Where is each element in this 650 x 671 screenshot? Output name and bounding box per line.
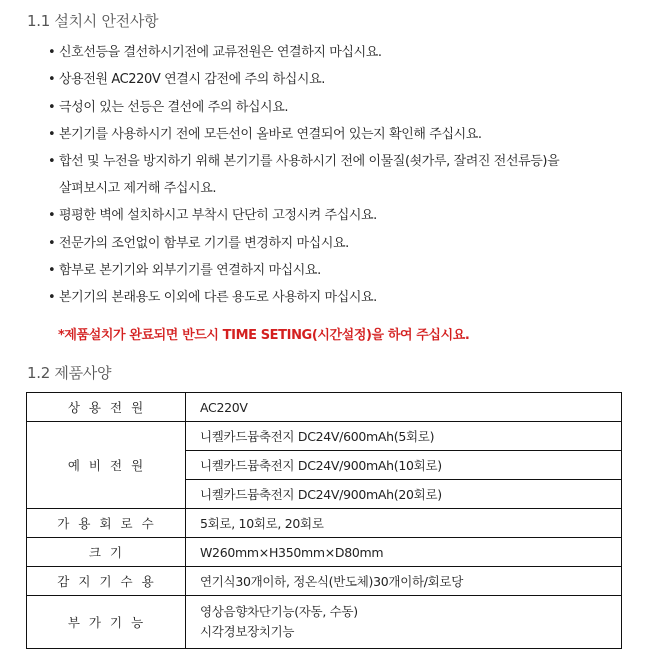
section-title-spec: 1.2 제품사양 xyxy=(27,364,112,382)
list-item xyxy=(48,289,638,307)
spec-value: 니켈카드뮴축전지 DC24V/900mAh(20회로) xyxy=(186,480,622,509)
spec-label: 부가기능 xyxy=(27,596,186,649)
bullet-icon: • xyxy=(48,208,56,224)
bullet-icon: • xyxy=(48,45,56,60)
spec-table xyxy=(26,392,622,649)
bullet-icon: • xyxy=(48,263,56,279)
list-item-text: 전문가의 조언없이 함부로 기기를 변경하지 마십시요. xyxy=(59,235,349,251)
bullet-icon: • xyxy=(48,126,56,142)
table-row xyxy=(27,422,622,451)
spec-value-multi xyxy=(186,596,622,649)
bullet-icon: • xyxy=(48,235,56,251)
list-item xyxy=(48,71,638,89)
list-item-text: 신호선등을 결선하시기전에 교류전원은 연결하지 마십시요. xyxy=(59,45,382,60)
spec-label: 크기 xyxy=(27,538,186,567)
bullet-icon: • xyxy=(48,72,56,88)
spec-value: 5회로, 10회로, 20회로 xyxy=(186,509,622,538)
safety-list xyxy=(48,44,638,317)
spec-value: 니켈카드뮴축전지 DC24V/900mAh(10회로) xyxy=(186,451,622,480)
bullet-icon: • xyxy=(48,154,56,170)
list-item xyxy=(48,99,638,117)
list-item xyxy=(48,44,638,62)
list-item-text: 본기기를 사용하시기 전에 모든선이 올바로 연결되어 있는지 확인해 주십시요. xyxy=(59,126,482,142)
spec-value: AC220V xyxy=(186,393,622,422)
spec-value-line: 영상음향차단기능(자동, 수동) xyxy=(200,604,358,619)
list-item-text: 합선 및 누전을 방지하기 위해 본기기를 사용하시기 전에 이물질(쇳가루, 잘려진 전선류등)을 xyxy=(59,154,560,170)
table-row xyxy=(27,538,622,567)
table-row xyxy=(27,509,622,538)
spec-label: 가용회로수 xyxy=(27,509,186,538)
spec-value: 니켈카드뮴축전지 DC24V/600mAh(5회로) xyxy=(186,422,622,451)
list-item-continuation: 살펴보시고 제거해 주십시요. xyxy=(59,181,217,197)
list-item-text: 평평한 벽에 설치하시고 부착시 단단히 고정시켜 주십시요. xyxy=(59,208,377,224)
spec-value-line: 시각경보장치기능 xyxy=(200,624,295,639)
spec-value: 연기식30개이하, 정온식(반도체)30개이하/회로당 xyxy=(186,567,622,596)
list-item-text: 본기기의 본래용도 이외에 다른 용도로 사용하지 마십시요. xyxy=(59,290,377,306)
table-row xyxy=(27,393,622,422)
list-item xyxy=(48,207,638,225)
list-item xyxy=(48,126,638,144)
bullet-icon: • xyxy=(48,99,56,115)
table-row xyxy=(27,567,622,596)
warning-note: *제품설치가 완료되면 반드시 TIME SETING(시간설정)을 하여 주십시요. xyxy=(58,328,470,343)
list-item xyxy=(48,262,638,280)
list-item xyxy=(48,235,638,253)
list-item-text: 상용전원 AC220V 연결시 감전에 주의 하십시요. xyxy=(59,72,325,88)
spec-label: 감지기수용 xyxy=(27,567,186,596)
table-row xyxy=(27,596,622,649)
list-item xyxy=(48,153,638,198)
spec-value: W260mm×H350mm×D80mm xyxy=(186,538,622,567)
spec-label: 예비전원 xyxy=(27,422,186,509)
section-title-safety: 1.1 설치시 안전사항 xyxy=(27,12,159,30)
spec-label: 상용전원 xyxy=(27,393,186,422)
list-item-text: 극성이 있는 선등은 결선에 주의 하십시요. xyxy=(59,99,289,115)
list-item-text: 함부로 본기기와 외부기기를 연결하지 마십시요. xyxy=(59,263,321,279)
bullet-icon: • xyxy=(48,290,56,306)
